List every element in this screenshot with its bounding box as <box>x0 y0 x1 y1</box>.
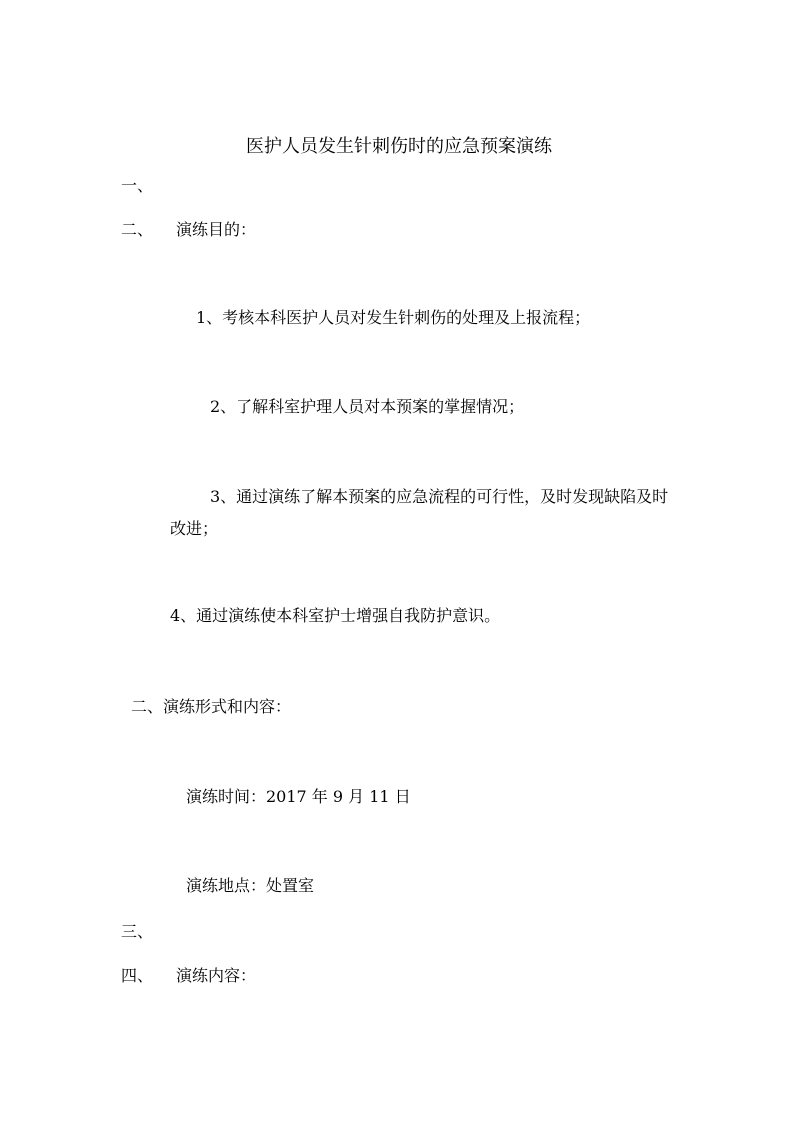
content-label: 演练内容： <box>176 966 257 985</box>
drill-location: 演练地点：处置室 <box>186 876 315 895</box>
section-three-marker: 三、 <box>121 922 154 941</box>
purpose-label: 演练目的： <box>176 220 257 239</box>
form-content-heading: 二、演练形式和内容： <box>131 697 292 716</box>
purpose-item-4: 4、通过演练使本科室护士增强自我防护意识。 <box>170 606 501 625</box>
section-four-marker: 四、 <box>121 966 154 985</box>
section-one-marker: 一、 <box>121 176 154 195</box>
purpose-item-3: 3、通过演练了解本预案的应急流程的可行性，及时发现缺陷及时 <box>210 487 669 506</box>
purpose-item-3-continued: 改进； <box>170 519 219 538</box>
purpose-item-2: 2、了解科室护理人员对本预案的掌握情况； <box>210 397 525 416</box>
document-title: 医护人员发生针刺伤时的应急预案演练 <box>246 136 552 157</box>
purpose-item-1: 1、考核本科医护人员对发生针刺伤的处理及上报流程； <box>196 308 591 327</box>
section-two-marker: 二、 <box>121 220 154 239</box>
drill-time: 演练时间：2017 年 9 月 11 日 <box>186 787 411 806</box>
